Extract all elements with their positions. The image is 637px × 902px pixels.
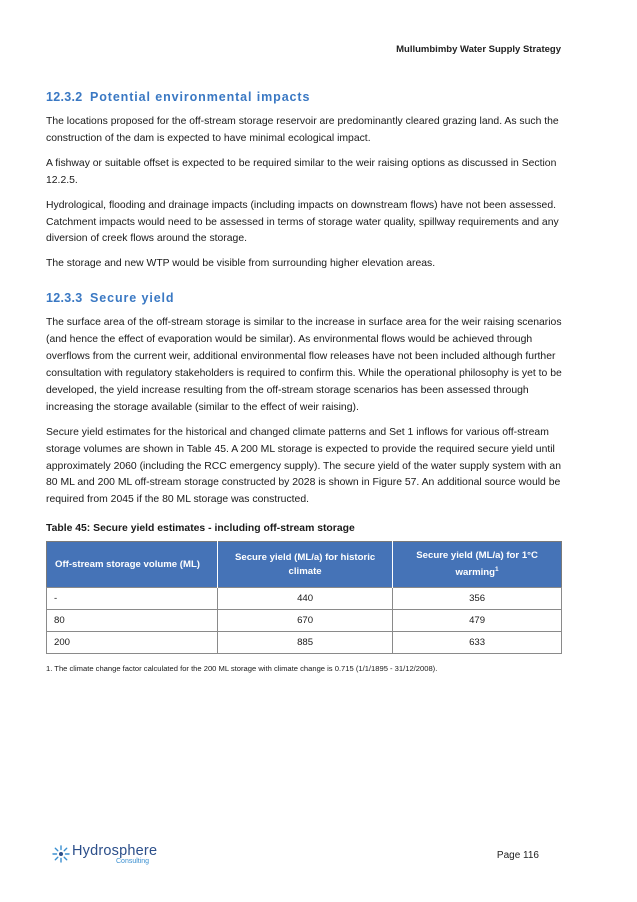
table-cell: 670 [218,610,393,632]
table-header-row [47,542,562,588]
column-header: Secure yield (ML/a) for historic climate [218,542,393,588]
table-cell: 200 [47,632,218,654]
hydrosphere-logo [52,844,157,865]
footnote-marker: 1 [495,566,499,574]
section-title: Secure yield [90,291,175,306]
paragraph: Hydrological, flooding and drainage impacts (including impacts on downstream flows) have not been assessed. Catchment impacts would need to be assessed in terms of storage water quality, spillway requirements and any diversion of creek flows around the storage. [46,199,559,245]
table-row [47,610,562,632]
page-number: Page 116 [496,850,539,861]
column-header: Off-stream storage volume (ML) [47,542,218,588]
logo-subtitle: Consulting [116,857,150,865]
paragraph: Secure yield estimates for the historical and changed climate patterns and Set 1 inflows for various off-stream storage volumes are shown in Table 45. A 200 ML storage is expected to provide the required secure yield until approximately 2060 (including the RCC emergency supply). The secure yield of the water supply system with an 80 ML and 200 ML off-stream storage constructed by 2028 is shown in Figure 57. An additional source would be required from 2045 if the 80 ML storage was constructed. [46,426,561,506]
column-header-text: Secure yield (ML/a) for 1°C warming [416,550,538,579]
logo-wordmark: Hydrosphere [72,843,158,859]
table-cell: 356 [393,588,562,610]
table-footnote: 1. The climate change factor calculated for the 200 ML storage with climate change is 0.715 (1/1/1895 - 31/12/2008). [46,664,438,674]
table-row [47,632,562,654]
paragraph: The locations proposed for the off-stream storage reservoir are predominantly cleared grazing land. As such the construction of the dam is expected to have minimal ecological impact. [46,116,559,144]
section-heading-environmental-impacts [46,90,566,104]
secure-yield-table [46,541,562,654]
page-header-title: Mullumbimby Water Supply Strategy [396,44,561,55]
table-cell: 479 [393,610,562,632]
table-row [47,588,562,610]
sunburst-logo-icon [52,845,70,863]
table-cell: 885 [218,632,393,654]
section-number: 12.3.3 [46,291,83,306]
table-cell: - [47,588,218,610]
column-header [393,542,562,588]
section-number: 12.3.2 [46,90,83,104]
paragraph: The surface area of the off-stream storage is similar to the increase in surface area for the weir raising scenarios (and hence the effect of evaporation would be similar). As environmental flows would be achieved through overflows from the current weir, additional environmental flow releases have not been included although further consultation with regulatory stakeholders is required to confirm this. While the operational philosophy is yet to be developed, the yield increase resulting from the off-stream storage scenarios has been assessed through increasing the storage available (similar to the effect of weir raising). [46,317,562,413]
paragraph: The storage and new WTP would be visible from surrounding higher elevation areas. [46,258,436,270]
table-cell: 633 [393,632,562,654]
section-heading-secure-yield [46,291,566,305]
table-cell: 440 [218,588,393,610]
document-body [46,90,566,673]
section-title: Potential environmental impacts [90,90,311,104]
paragraph: A fishway or suitable offset is expected to be required similar to the weir raising options as discussed in Section 12.2.5. [46,157,557,186]
table-cell: 80 [47,610,218,632]
table-caption: Table 45: Secure yield estimates - including off-stream storage [46,523,355,535]
